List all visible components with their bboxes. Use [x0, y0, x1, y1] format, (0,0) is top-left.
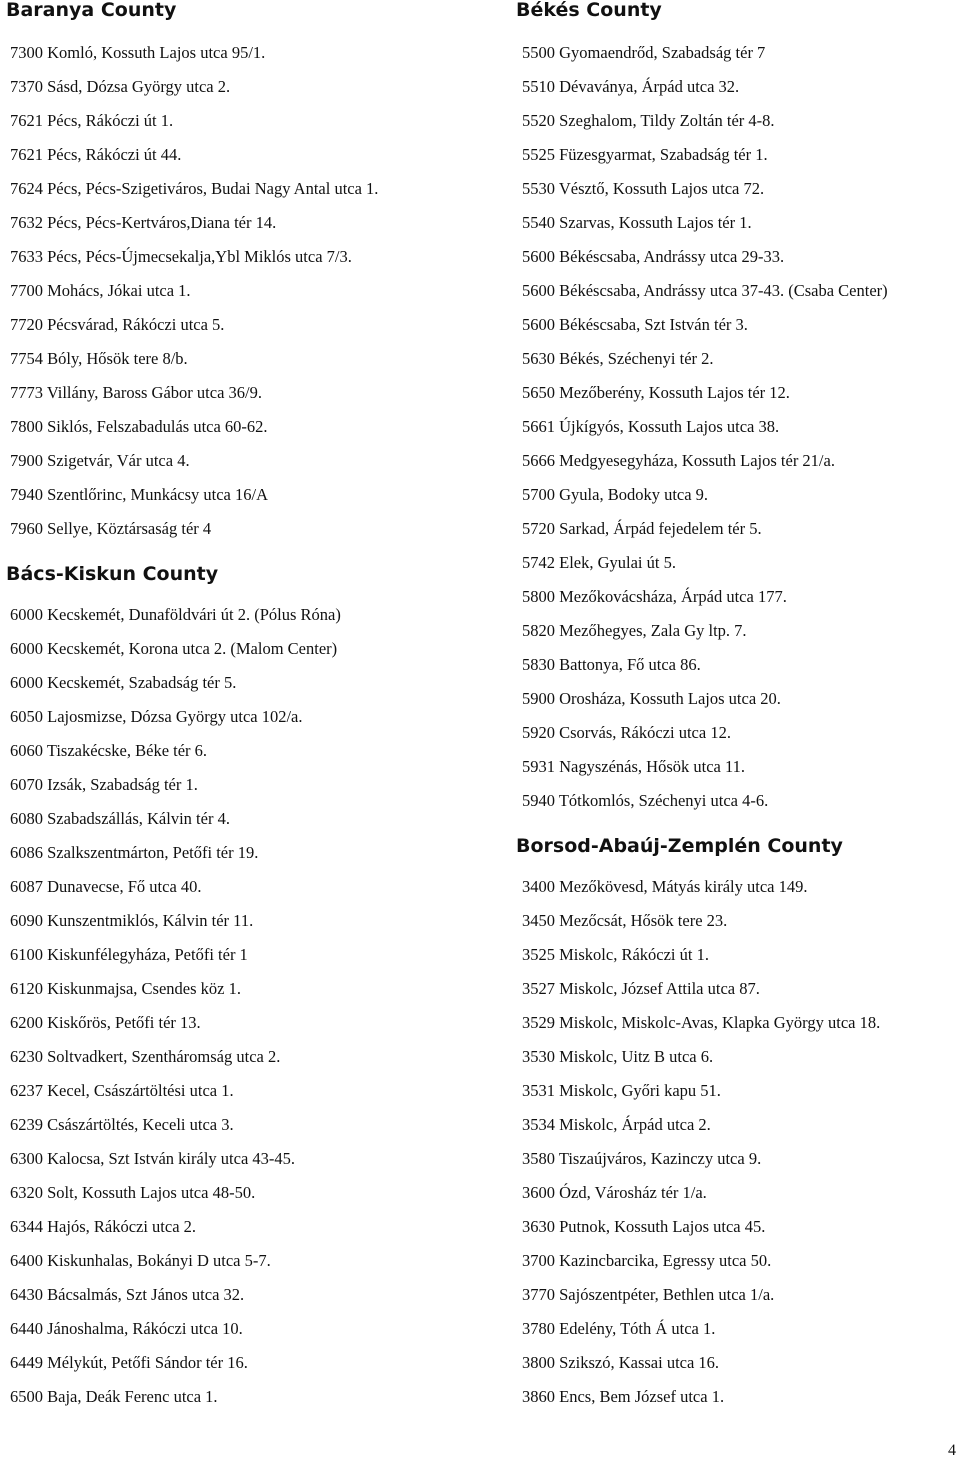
address-entry: 6120 Kiskunmajsa, Csendes köz 1.	[10, 979, 241, 998]
address-entry: 7800 Siklós, Felszabadulás utca 60-62.	[10, 417, 268, 436]
address-entry: 6400 Kiskunhalas, Bokányi D utca 5-7.	[10, 1251, 271, 1270]
address-entry: 3770 Sajószentpéter, Bethlen utca 1/a.	[522, 1285, 775, 1304]
address-entry: 6060 Tiszakécske, Béke tér 6.	[10, 741, 208, 760]
address-entry: 7624 Pécs, Pécs-Szigetiváros, Budai Nagy Antal utca 1.	[10, 179, 379, 198]
address-entry: 5830 Battonya, Fő utca 86.	[522, 655, 701, 674]
address-entry: 3531 Miskolc, Győri kapu 51.	[522, 1081, 721, 1100]
county-section-bekes-county	[516, 0, 956, 818]
address-entry: 6500 Baja, Deák Ferenc utca 1.	[10, 1387, 218, 1406]
address-entry: 5600 Békéscsaba, Szt István tér 3.	[522, 315, 748, 334]
address-entry: 3700 Kazincbarcika, Egressy utca 50.	[522, 1251, 772, 1270]
address-entry: 5720 Sarkad, Árpád fejedelem tér 5.	[522, 519, 762, 538]
address-entry: 6237 Kecel, Császártöltési utca 1.	[10, 1081, 234, 1100]
address-entry: 3534 Miskolc, Árpád utca 2.	[522, 1115, 711, 1134]
address-list	[6, 36, 486, 546]
address-entry: 5931 Nagyszénás, Hősök utca 11.	[522, 757, 746, 776]
address-entry: 6344 Hajós, Rákóczi utca 2.	[10, 1217, 197, 1236]
address-entry: 5900 Orosháza, Kossuth Lajos utca 20.	[522, 689, 781, 708]
address-entry: 3780 Edelény, Tóth Á utca 1.	[522, 1319, 716, 1338]
address-entry: 5666 Medgyesegyháza, Kossuth Lajos tér 21/a.	[522, 451, 835, 470]
address-entry: 5630 Békés, Széchenyi tér 2.	[522, 349, 714, 368]
address-entry: 5661 Újkígyós, Kossuth Lajos utca 38.	[522, 417, 780, 436]
address-entry: 6070 Izsák, Szabadság tér 1.	[10, 775, 198, 794]
address-entry: 5742 Elek, Gyulai út 5.	[522, 553, 676, 572]
address-entry: 5520 Szeghalom, Tildy Zoltán tér 4-8.	[522, 111, 775, 130]
address-entry: 7720 Pécsvárad, Rákóczi utca 5.	[10, 315, 225, 334]
address-entry: 3527 Miskolc, József Attila utca 87.	[522, 979, 760, 998]
address-entry: 6430 Bácsalmás, Szt János utca 32.	[10, 1285, 245, 1304]
address-entry: 3630 Putnok, Kossuth Lajos utca 45.	[522, 1217, 766, 1236]
county-heading: Bács-Kiskun County	[6, 563, 219, 585]
address-entry: 6050 Lajosmizse, Dózsa György utca 102/a.	[10, 707, 303, 726]
address-entry: 6086 Szalkszentmárton, Petőfi tér 19.	[10, 843, 259, 862]
address-entry: 3525 Miskolc, Rákóczi út 1.	[522, 945, 709, 964]
address-entry: 6440 Jánoshalma, Rákóczi utca 10.	[10, 1319, 243, 1338]
address-entry: 7621 Pécs, Rákóczi út 1.	[10, 111, 174, 130]
address-entry: 7754 Bóly, Hősök tere 8/b.	[10, 349, 188, 368]
address-list	[516, 870, 956, 1414]
address-list	[516, 36, 956, 818]
address-entry: 3529 Miskolc, Miskolc-Avas, Klapka György utca 18.	[522, 1013, 881, 1032]
address-list	[6, 598, 486, 1414]
address-entry: 5530 Vésztő, Kossuth Lajos utca 72.	[522, 179, 765, 198]
address-entry: 5700 Gyula, Bodoky utca 9.	[522, 485, 709, 504]
address-entry: 5600 Békéscsaba, Andrássy utca 29-33.	[522, 247, 785, 266]
address-entry: 7621 Pécs, Rákóczi út 44.	[10, 145, 182, 164]
address-entry: 6087 Dunavecse, Fő utca 40.	[10, 877, 202, 896]
county-section-borsod-abauj-zemplen-county	[516, 836, 956, 1414]
county-section-baranya-county	[6, 0, 486, 546]
address-entry: 6000 Kecskemét, Dunaföldvári út 2. (Pólus Róna)	[10, 605, 341, 624]
address-entry: 7370 Sásd, Dózsa György utca 2.	[10, 77, 231, 96]
county-heading: Borsod-Abaúj-Zemplén County	[516, 835, 843, 857]
address-entry: 6000 Kecskemét, Szabadság tér 5.	[10, 673, 237, 692]
county-heading: Baranya County	[6, 0, 177, 21]
address-entry: 6080 Szabadszállás, Kálvin tér 4.	[10, 809, 230, 828]
address-entry: 6449 Mélykút, Petőfi Sándor tér 16.	[10, 1353, 248, 1372]
address-entry: 5920 Csorvás, Rákóczi utca 12.	[522, 723, 731, 742]
county-heading: Békés County	[516, 0, 662, 21]
address-entry: 5820 Mezőhegyes, Zala Gy ltp. 7.	[522, 621, 747, 640]
address-entry: 6090 Kunszentmiklós, Kálvin tér 11.	[10, 911, 254, 930]
address-entry: 7940 Szentlőrinc, Munkácsy utca 16/A	[10, 485, 268, 504]
address-entry: 6000 Kecskemét, Korona utca 2. (Malom Center)	[10, 639, 338, 658]
address-entry: 3530 Miskolc, Uitz B utca 6.	[522, 1047, 714, 1066]
address-entry: 5540 Szarvas, Kossuth Lajos tér 1.	[522, 213, 752, 232]
address-entry: 3800 Szikszó, Kassai utca 16.	[522, 1353, 720, 1372]
address-entry: 6230 Soltvadkert, Szentháromság utca 2.	[10, 1047, 281, 1066]
address-entry: 3580 Tiszaújváros, Kazinczy utca 9.	[522, 1149, 762, 1168]
address-entry: 5800 Mezőkovácsháza, Árpád utca 177.	[522, 587, 787, 606]
address-entry: 7900 Szigetvár, Vár utca 4.	[10, 451, 190, 470]
address-entry: 5940 Tótkomlós, Széchenyi utca 4-6.	[522, 791, 769, 810]
address-entry: 5650 Mezőberény, Kossuth Lajos tér 12.	[522, 383, 790, 402]
address-entry: 3600 Ózd, Városház tér 1/a.	[522, 1183, 707, 1202]
page-number: 4	[948, 1442, 956, 1459]
address-entry: 7773 Villány, Baross Gábor utca 36/9.	[10, 383, 262, 402]
address-entry: 5510 Dévaványa, Árpád utca 32.	[522, 77, 740, 96]
address-entry: 5600 Békéscsaba, Andrássy utca 37-43. (Csaba Center)	[522, 281, 888, 300]
address-entry: 5500 Gyomaendrőd, Szabadság tér 7	[522, 43, 766, 62]
address-entry: 3860 Encs, Bem József utca 1.	[522, 1387, 725, 1406]
address-entry: 7300 Komló, Kossuth Lajos utca 95/1.	[10, 43, 266, 62]
address-entry: 3450 Mezőcsát, Hősök tere 23.	[522, 911, 728, 930]
address-entry: 7960 Sellye, Köztársaság tér 4	[10, 519, 212, 538]
address-entry: 7633 Pécs, Pécs-Újmecsekalja,Ybl Miklós utca 7/3.	[10, 247, 352, 266]
address-entry: 6100 Kiskunfélegyháza, Petőfi tér 1	[10, 945, 248, 964]
address-entry: 5525 Füzesgyarmat, Szabadság tér 1.	[522, 145, 768, 164]
address-entry: 6239 Császártöltés, Keceli utca 3.	[10, 1115, 234, 1134]
address-entry: 3400 Mezőkövesd, Mátyás király utca 149.	[522, 877, 808, 896]
right-column	[516, 0, 956, 1414]
address-entry: 6300 Kalocsa, Szt István király utca 43-45.	[10, 1149, 296, 1168]
address-entry: 6200 Kiskőrös, Petőfi tér 13.	[10, 1013, 201, 1032]
left-column	[6, 0, 486, 1414]
address-entry: 7700 Mohács, Jókai utca 1.	[10, 281, 191, 300]
address-entry: 7632 Pécs, Pécs-Kertváros,Diana tér 14.	[10, 213, 277, 232]
address-entry: 6320 Solt, Kossuth Lajos utca 48-50.	[10, 1183, 256, 1202]
county-section-bacs-kiskun-county	[6, 564, 486, 1414]
